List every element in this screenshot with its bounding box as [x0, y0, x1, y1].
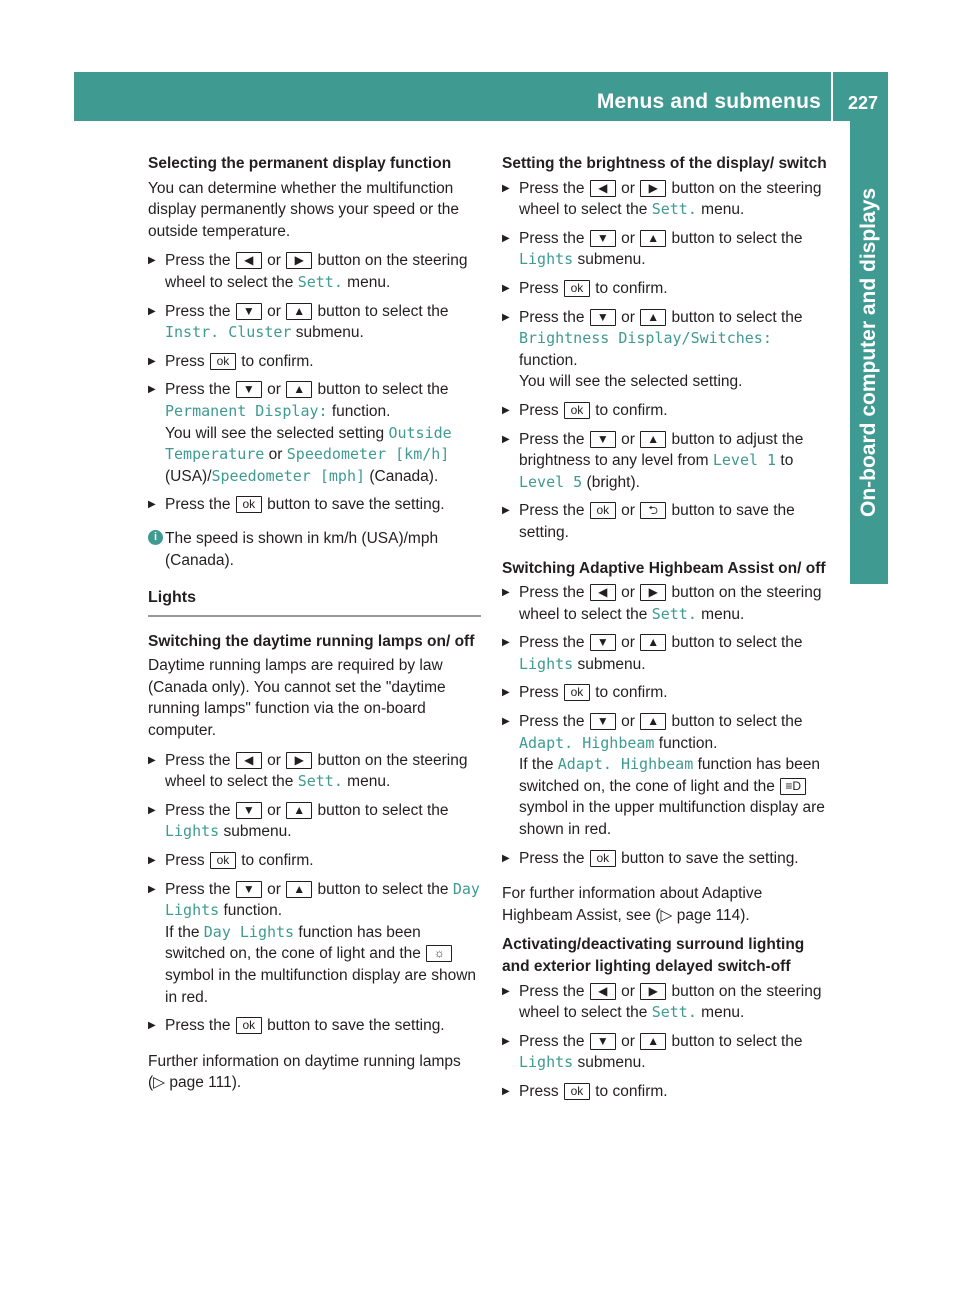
- ok-key-icon: ok: [210, 852, 236, 869]
- up-arrow-key-icon: ▲: [640, 431, 666, 448]
- step: ▶ Press ok to confirm.: [502, 1081, 835, 1103]
- step: ▶ Press the ▼ or ▲ button to select the Lights submenu.: [502, 632, 835, 675]
- down-arrow-key-icon: ▼: [590, 634, 616, 651]
- step: ▶ Press the ▼ or ▲ button to select the Day Lights function. If the Day Lights function has been switched on, the cone of light and the ☼ symbol in the multifunction display are shown in red.: [148, 879, 481, 1009]
- step: ▶ Press ok to confirm.: [502, 682, 835, 704]
- intro-permanent-display: You can determine whether the multifunction display permanently shows your speed or the outside temperature.: [148, 179, 460, 240]
- right-arrow-key-icon: ▶: [640, 983, 666, 1000]
- up-arrow-key-icon: ▲: [286, 881, 312, 898]
- right-arrow-key-icon: ▶: [286, 752, 312, 769]
- highbeam-assist-icon: ≡D: [780, 778, 806, 795]
- step: ▶ Press the ◀ or ▶ button on the steering wheel to select the Sett. menu.: [148, 250, 481, 293]
- step: ▶ Press the ▼ or ▲ button to select the Lights submenu.: [502, 228, 835, 271]
- header-divider: [831, 72, 833, 121]
- section-heading-lights: Lights: [148, 587, 481, 617]
- down-arrow-key-icon: ▼: [590, 1033, 616, 1050]
- ok-key-icon: ok: [564, 402, 590, 419]
- step: ▶ Press the ◀ or ▶ button on the steering wheel to select the Sett. menu.: [148, 750, 481, 793]
- ok-key-icon: ok: [236, 1017, 262, 1034]
- step: ▶ Press the ok button to save the setting.: [502, 848, 835, 870]
- step: ▶ Press the ▼ or ▲ button to select the Adapt. Highbeam function. If the Adapt. Highbeam function has been switched on, the cone of light and the ≡D symbol in the upper multifunction display are shown in red.: [502, 711, 835, 841]
- ok-key-icon: ok: [564, 280, 590, 297]
- step: ▶ Press the ▼ or ▲ button to select the Instr. Cluster submenu.: [148, 301, 481, 344]
- heading-surround-lighting: Activating/deactivating surround lighting and exterior lighting delayed switch-off: [502, 936, 805, 975]
- chapter-tab-label: On-board computer and displays: [857, 187, 880, 518]
- down-arrow-key-icon: ▼: [590, 309, 616, 326]
- page-title: Menus and submenus: [596, 90, 821, 113]
- info-icon: i: [148, 530, 163, 545]
- step: ▶ Press the ▼ or ▲ button to select the Lights submenu.: [148, 800, 481, 843]
- chapter-tab: [850, 121, 888, 584]
- down-arrow-key-icon: ▼: [236, 881, 262, 898]
- step: ▶ Press the ◀ or ▶ button on the steering wheel to select the Sett. menu.: [502, 981, 835, 1024]
- down-arrow-key-icon: ▼: [590, 713, 616, 730]
- left-arrow-key-icon: ◀: [236, 252, 262, 269]
- sun-icon: ☼: [426, 945, 452, 962]
- up-arrow-key-icon: ▲: [640, 634, 666, 651]
- heading-daytime-lamps: Switching the daytime running lamps on/ off: [148, 632, 475, 650]
- intro-daytime-lamps: Daytime running lamps are required by law (Canada only). You cannot set the "daytime running lamps" function via the on-board computer.: [148, 657, 446, 740]
- step: ▶ Press the ▼ or ▲ button to select the Permanent Display: function. You will see the selected setting Outside Temperature or Speedometer [km/h] (USA)/Speedometer [mph] (Canada).: [148, 379, 481, 487]
- menu-term: Instr. Cluster: [165, 323, 292, 342]
- up-arrow-key-icon: ▲: [640, 309, 666, 326]
- right-column: [502, 153, 835, 1110]
- down-arrow-key-icon: ▼: [590, 431, 616, 448]
- ok-key-icon: ok: [564, 1083, 590, 1100]
- ok-key-icon: ok: [236, 496, 262, 513]
- further-info-highbeam: For further information about Adaptive Highbeam Assist, see (▷ page 114).: [502, 885, 763, 924]
- step: ▶ Press the ◀ or ▶ button on the steering wheel to select the Sett. menu.: [502, 582, 835, 625]
- step: ▶ Press ok to confirm.: [148, 850, 481, 872]
- step: ▶ Press the ok button to save the setting.: [148, 494, 481, 516]
- down-arrow-key-icon: ▼: [236, 802, 262, 819]
- left-column: [148, 153, 481, 1102]
- menu-term: Permanent Display:: [165, 401, 328, 420]
- back-key-icon: ⮌: [640, 502, 666, 519]
- step: ▶ Press ok to confirm.: [502, 400, 835, 422]
- down-arrow-key-icon: ▼: [590, 230, 616, 247]
- left-arrow-key-icon: ◀: [590, 584, 616, 601]
- ok-key-icon: ok: [590, 850, 616, 867]
- down-arrow-key-icon: ▼: [236, 303, 262, 320]
- left-arrow-key-icon: ◀: [590, 983, 616, 1000]
- left-arrow-key-icon: ◀: [590, 180, 616, 197]
- heading-permanent-display: Selecting the permanent display function: [148, 155, 452, 172]
- step: ▶ Press the ▼ or ▲ button to select the Brightness Display/Switches: function. You will see the selected setting.: [502, 307, 835, 393]
- down-arrow-key-icon: ▼: [236, 381, 262, 398]
- ok-key-icon: ok: [590, 502, 616, 519]
- info-note: i The speed is shown in km/h (USA)/mph (Canada).: [148, 528, 481, 571]
- up-arrow-key-icon: ▲: [286, 802, 312, 819]
- step: ▶ Press the ▼ or ▲ button to adjust the brightness to any level from Level 1 to Level 5 (bright).: [502, 429, 835, 494]
- header-bar: [74, 72, 888, 121]
- right-arrow-key-icon: ▶: [640, 584, 666, 601]
- heading-adaptive-highbeam: Switching Adaptive Highbeam Assist on/ off: [502, 559, 826, 577]
- up-arrow-key-icon: ▲: [286, 381, 312, 398]
- up-arrow-key-icon: ▲: [640, 230, 666, 247]
- right-arrow-key-icon: ▶: [286, 252, 312, 269]
- heading-brightness: Setting the brightness of the display/ switch: [502, 155, 827, 172]
- menu-term: Sett.: [297, 272, 343, 291]
- step: ▶ Press ok to confirm.: [148, 351, 481, 373]
- further-info-daytime: Further information on daytime running lamps (▷ page 111).: [148, 1052, 461, 1092]
- step: ▶ Press the ◀ or ▶ button on the steering wheel to select the Sett. menu.: [502, 178, 835, 221]
- up-arrow-key-icon: ▲: [640, 1033, 666, 1050]
- ok-key-icon: ok: [210, 353, 236, 370]
- step: ▶ Press ok to confirm.: [502, 278, 835, 300]
- left-arrow-key-icon: ◀: [236, 752, 262, 769]
- step: ▶ Press the ok or ⮌ button to save the setting.: [502, 500, 835, 543]
- up-arrow-key-icon: ▲: [286, 303, 312, 320]
- up-arrow-key-icon: ▲: [640, 713, 666, 730]
- ok-key-icon: ok: [564, 684, 590, 701]
- step: ▶ Press the ok button to save the setting.: [148, 1015, 481, 1037]
- page-number: 227: [847, 93, 878, 113]
- step: ▶ Press the ▼ or ▲ button to select the Lights submenu.: [502, 1031, 835, 1074]
- right-arrow-key-icon: ▶: [640, 180, 666, 197]
